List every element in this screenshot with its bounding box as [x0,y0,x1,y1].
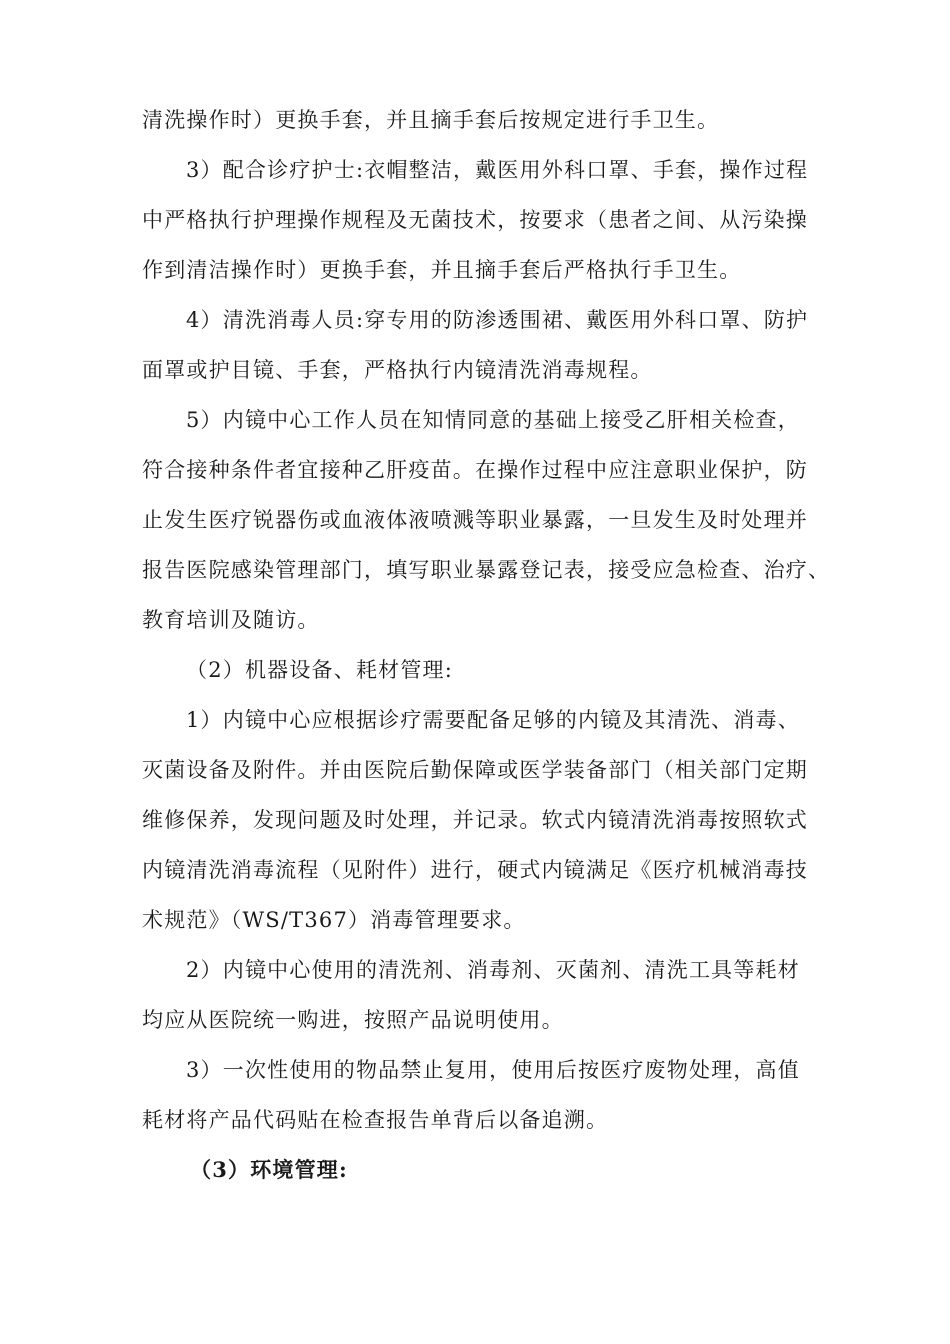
text-line: 均应从医院统一购进，按照产品说明使用。 [142,1008,564,1032]
section-heading-equipment: （2）机器设备、耗材管理: [186,658,454,682]
paragraph-4-line-1: 4）清洗消毒人员:穿专用的防渗透围裙、戴医用外科口罩、防护 [186,308,809,332]
text-line: 耗材将产品代码贴在检查报告单背后以备追溯。 [142,1108,609,1132]
equipment-item-2-line-1: 2）内镜中心使用的清洗剂、消毒剂、灭菌剂、清洗工具等耗材 [186,958,800,982]
text-line: 作到清洁操作时）更换手套，并且摘手套后严格执行手卫生。 [142,258,742,282]
text-line: 符合接种条件者宜接种乙肝疫苗。在操作过程中应注意职业保护，防 [142,458,808,482]
text-line: 报告医院感染管理部门，填写职业暴露登记表，接受应急检查、治疗、 [142,558,831,582]
text-line: 面罩或护目镜、手套，严格执行内镜清洗消毒规程。 [142,358,653,382]
text-line: 灭菌设备及附件。并由医院后勤保障或医学装备部门（相关部门定期 [142,758,808,782]
paragraph-5-line-1: 5）内镜中心工作人员在知情同意的基础上接受乙肝相关检查， [186,408,800,432]
equipment-item-1-line-1: 1）内镜中心应根据诊疗需要配备足够的内镜及其清洗、消毒、 [186,708,800,732]
text-line: 教育培训及随访。 [142,608,320,632]
text-line: 止发生医疗锐器伤或血液体液喷溅等职业暴露，一旦发生及时处理并 [142,508,808,532]
text-line: 术规范》（WS/T367）消毒管理要求。 [142,908,526,932]
section-heading-environment: （3）环境管理: [190,1157,348,1182]
text-line: 内镜清洗消毒流程（见附件）进行，硬式内镜满足《医疗机械消毒技 [142,858,808,882]
paragraph-3-line-1: 3）配合诊疗护士:衣帽整洁，戴医用外科口罩、手套，操作过程 [186,158,809,182]
text-line: 清洗操作时）更换手套，并且摘手套后按规定进行手卫生。 [142,108,720,132]
text-line: 维修保养，发现问题及时处理，并记录。软式内镜清洗消毒按照软式 [142,808,808,832]
equipment-item-3-line-1: 3）一次性使用的物品禁止复用，使用后按医疗废物处理，高值 [186,1058,800,1082]
text-line: 中严格执行护理操作规程及无菌技术，按要求（患者之间、从污染操 [142,208,808,232]
